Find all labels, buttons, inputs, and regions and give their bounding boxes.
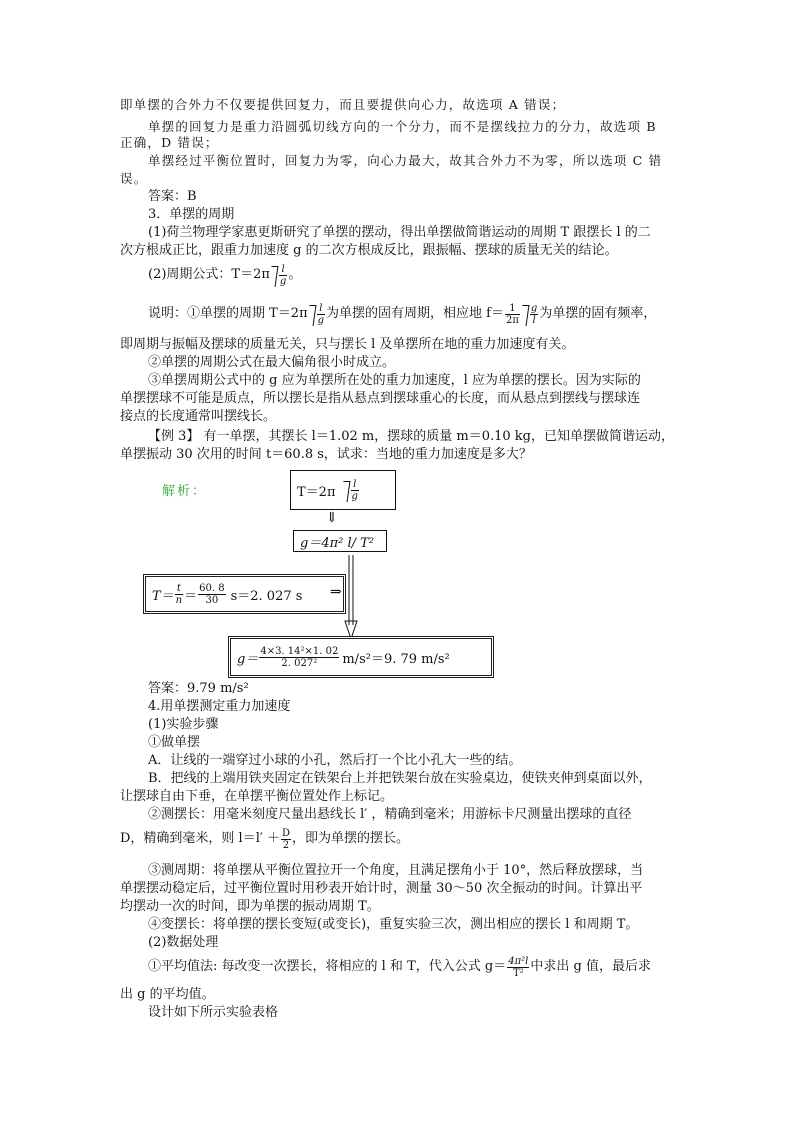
frac-D-over-2 bbox=[281, 828, 291, 851]
frac-den: g bbox=[317, 314, 325, 326]
measure-period-line-3: 均摆动一次的时间，即为单摆的振动周期 T。 bbox=[120, 899, 380, 914]
box4-g: g＝ bbox=[237, 651, 259, 667]
text-line-huygens: (1)荷兰物理学家惠更斯研究了单摆的摆动，得出单摆做简谐运动的周期 T 跟摆长 l 的二 bbox=[148, 225, 651, 240]
average-part-2: 中求出 g 值，最后求 bbox=[530, 959, 651, 974]
subsection-data: (2)数据处理 bbox=[148, 935, 219, 950]
sqrt-l-over-g bbox=[270, 264, 288, 287]
formula-box-result bbox=[228, 636, 494, 678]
text-line-small-angle: ②单摆的周期公式在最大偏角很小时成立。 bbox=[148, 355, 396, 370]
frac-num: g bbox=[530, 302, 538, 314]
frac-num: 4×3. 14²×1. 02 bbox=[260, 645, 339, 657]
box3-T: T＝ bbox=[152, 588, 174, 604]
frac-4pi2l-over-T2 bbox=[507, 956, 529, 979]
section-4-title: 4.用单摆测定重力加速度 bbox=[148, 699, 291, 714]
average-method-line bbox=[148, 952, 651, 982]
frac-t-over-n bbox=[175, 583, 183, 606]
sqrt-g-over-l bbox=[521, 303, 539, 326]
box2-text: g＝4π² l/ T² bbox=[300, 535, 375, 551]
frac-den: 2π bbox=[505, 314, 519, 326]
frac-den: n bbox=[175, 594, 183, 606]
frac-60.8-over-30 bbox=[198, 583, 225, 606]
text-line-5: 误。 bbox=[120, 171, 148, 186]
answer-9.79: 答案：9.79 m/s² bbox=[148, 681, 249, 696]
formula-box-period bbox=[290, 470, 396, 510]
expl-part-3: 为单摆的固有频率， bbox=[539, 306, 657, 321]
step-b-line-2: 让摆球自由下垂，在单摆平衡位置处作上标记。 bbox=[120, 789, 394, 804]
answer-b: 答案：B bbox=[148, 189, 197, 204]
frac-den: 2 bbox=[282, 839, 290, 851]
frac-num: 4π²l bbox=[508, 955, 529, 967]
measure-length-line-1: ②测摆长：用毫米刻度尺量出悬线长 l′ ，精确到毫米；用游标卡尺测量出摆球的直径 bbox=[148, 807, 632, 822]
text-line-conclusion: 次方根成正比，跟重力加速度 g 的二次方根成反比，跟振幅、摆球的质量无关的结论。 bbox=[120, 243, 618, 258]
frac-num: t bbox=[175, 583, 183, 595]
frac-result bbox=[259, 646, 339, 669]
frac-1-over-2pi bbox=[505, 303, 520, 326]
frac-den: g bbox=[351, 490, 358, 502]
text-line-period-independence: 即周期与振幅及摆球的质量无关，只与摆长 l 及单摆所在地的重力加速度有关。 bbox=[120, 337, 575, 352]
box4-result: m/s²＝9. 79 m/s² bbox=[342, 651, 450, 667]
step-b-line-1: B．把线的上端用铁夹固定在铁架台上并把铁架台放在实验桌边，使铁夹伸到桌面以外， bbox=[148, 771, 652, 786]
step-1-title: ①做单摆 bbox=[148, 735, 201, 750]
text-line-4: 单摆经过平衡位置时，回复力为零，向心力最大，故其合外力不为零，所以选项 C 错 bbox=[148, 153, 663, 168]
period-formula-label: (2)周期公式：T＝2π bbox=[148, 267, 270, 282]
text-line-1: 即单摆的合外力不仅要提供回复力，而且要提供向心力，故选项 A 错误； bbox=[120, 97, 566, 112]
length-formula-part-1: D，精确到毫米，则 l＝l′ ＋ bbox=[120, 831, 280, 846]
arrow-right-1: ⇒ bbox=[330, 584, 342, 600]
box1-sqrt bbox=[342, 479, 360, 502]
text-line-note-3a: ③单摆周期公式中的 g 应为单摆所在处的重力加速度，l 应为单摆的摆长。因为实际的 bbox=[148, 373, 641, 388]
frac-num: l bbox=[317, 303, 325, 315]
analysis-label: 解析： bbox=[162, 484, 208, 499]
text-line-3: 正确，D 错误； bbox=[120, 135, 219, 150]
period-formula bbox=[148, 260, 301, 290]
change-length-line: ④变摆长：将单摆的摆长变短(或变长)，重复实验三次，测出相应的摆长 l 和周期 T。 bbox=[148, 917, 639, 932]
long-arrow-down-icon bbox=[344, 555, 358, 640]
period-end: 。 bbox=[288, 267, 302, 282]
measure-period-line-2: 单摆摆动稳定后，过平衡位置时用秒表开始计时，测量 30～50 次全振动的时间。计算出平 bbox=[120, 881, 643, 896]
sqrt-l-over-g-2 bbox=[308, 303, 326, 326]
measure-period-line-1: ③测周期：将单摆从平衡位置拉开一个角度，且满足摆角小于 10°，然后释放摆球，当 bbox=[148, 863, 644, 878]
explanation-line bbox=[148, 298, 656, 330]
text-line-note-3c: 接点的长度通常叫摆线长。 bbox=[120, 409, 277, 424]
step-a: A．让线的一端穿过小球的小孔，然后打一个比小孔大一些的结。 bbox=[148, 753, 522, 768]
frac-num: 1 bbox=[505, 303, 520, 315]
frac-num: D bbox=[281, 827, 290, 839]
expl-part-2: 为单摆的固有周期，相应地 f＝ bbox=[326, 306, 504, 321]
formula-box-g bbox=[293, 530, 387, 552]
subsection-steps: (1)实验步骤 bbox=[148, 717, 219, 732]
average-method-line-2: 出 g 的平均值。 bbox=[120, 987, 215, 1002]
frac-den: g bbox=[279, 275, 287, 287]
frac-den: T² bbox=[512, 967, 524, 979]
example-3-line-2: 单摆振动 30 次用的时间 t＝60.8 s，试求：当地的重力加速度是多大？ bbox=[120, 447, 532, 462]
section-3-title: 3．单摆的周期 bbox=[148, 207, 235, 222]
frac-den: 2. 027² bbox=[281, 657, 318, 669]
frac-num: l bbox=[279, 264, 287, 276]
arrow-down-1: ⇓ bbox=[326, 510, 338, 526]
average-part-1: ①平均值法: 每改变一次摆长，将相应的 l 和 T，代入公式 g＝ bbox=[148, 959, 507, 974]
example-3-line-1: 【例 3】 有一单摆，其摆长 l＝1.02 m，摆球的质量 m＝0.10 kg，已知单摆做简谐运动， bbox=[148, 429, 674, 444]
expl-part-1: 说明：①单摆的周期 T＝2π bbox=[148, 306, 308, 321]
text-line-2: 单摆的回复力是重力沿圆弧切线方向的一个分力，而不是摆线拉力的分力，故选项 B bbox=[148, 119, 657, 134]
frac-num: l bbox=[351, 479, 359, 491]
box3-result: s＝2. 027 s bbox=[230, 588, 303, 604]
box3-eq: ＝ bbox=[184, 588, 198, 604]
text-line-note-3b: 单摆摆球不可能是质点，所以摆长是指从悬点到摆球重心的长度，而从悬点到摆线与摆球连 bbox=[120, 391, 641, 406]
box1-text: T＝2π bbox=[297, 484, 336, 500]
frac-den: 30 bbox=[205, 594, 219, 606]
length-formula-part-2: ，即为单摆的摆长。 bbox=[292, 831, 410, 846]
table-intro: 设计如下所示实验表格 bbox=[148, 1005, 279, 1020]
frac-num: 60. 8 bbox=[199, 582, 225, 594]
formula-box-T bbox=[143, 574, 346, 614]
measure-length-line-2 bbox=[120, 824, 409, 854]
frac-den: l bbox=[532, 314, 536, 326]
